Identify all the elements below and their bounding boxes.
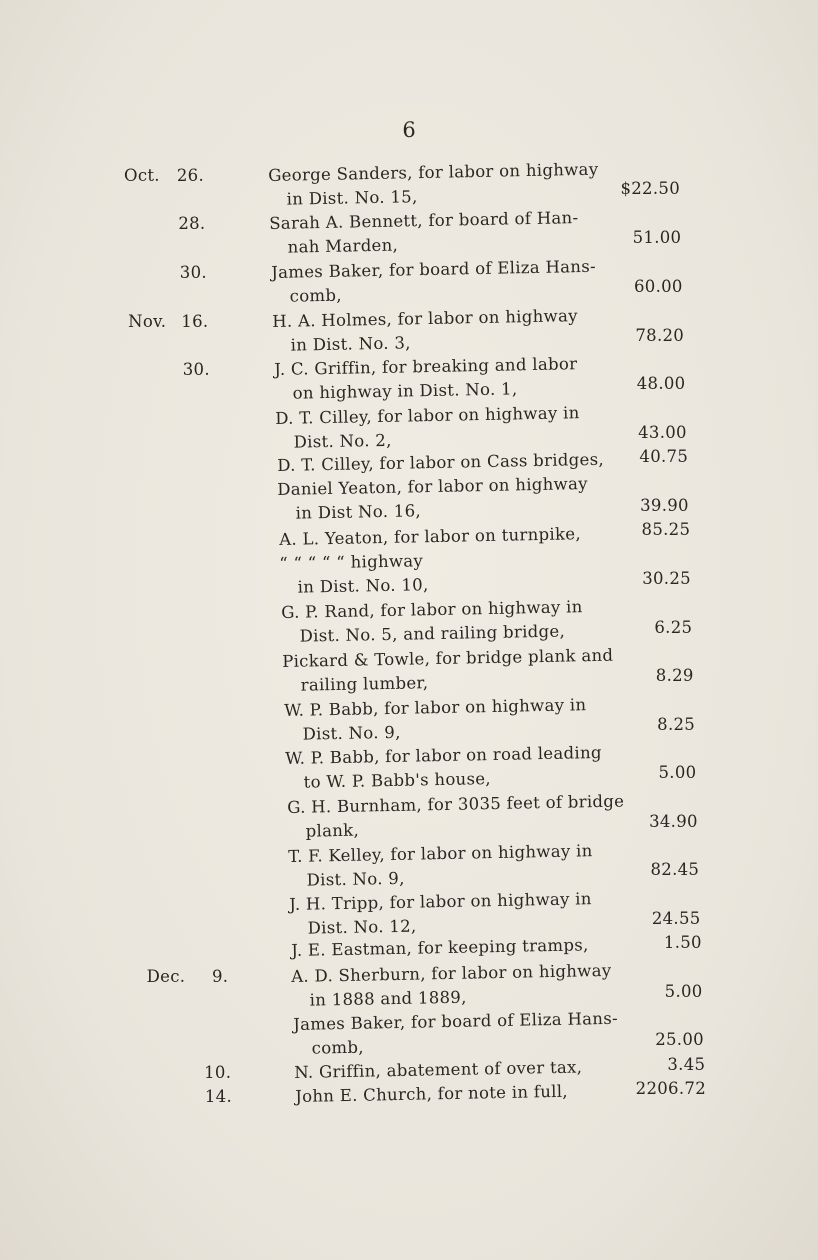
description-line: plank,: [305, 820, 359, 841]
entry-description: [284, 693, 587, 747]
entry-description: [279, 522, 581, 552]
entry-day: 14.: [204, 1087, 232, 1106]
entry-description: [269, 206, 579, 260]
entry-description: [277, 472, 588, 526]
description-line: comb,: [311, 1037, 364, 1058]
description-line: John E. Church, for note in full,: [295, 1081, 569, 1106]
entry-description: [288, 839, 593, 893]
entry-day: 26.: [176, 166, 204, 185]
entry-description: [279, 549, 429, 600]
entry-amount: 2206.72: [635, 1079, 706, 1098]
description-line: Sarah A. Bennett, for board of Han-: [269, 208, 579, 233]
description-line: D. T. Cilley, for labor on highway in: [275, 403, 580, 428]
entry-description: [272, 304, 578, 358]
description-line: A. D. Sherburn, for labor on highway: [291, 960, 613, 986]
entry-amount: $22.50: [620, 179, 680, 198]
entry-description: [293, 1007, 619, 1061]
entry-day: 30.: [182, 360, 210, 379]
description-line: in Dist No. 16,: [295, 501, 422, 523]
description-line: G. P. Rand, for labor on highway in: [280, 597, 583, 622]
entry-description: [271, 255, 597, 309]
entry-description: [287, 790, 625, 844]
description-line: W. P. Babb, for labor on highway in: [283, 695, 587, 720]
entry-amount: 39.90: [640, 496, 689, 515]
entry-description: [289, 887, 592, 941]
entry-description: [285, 741, 602, 795]
description-line: D. T. Cilley, for labor on Cass bridges,: [276, 449, 604, 475]
description-line: in Dist. No. 10,: [297, 575, 430, 597]
entry-amount: 3.45: [667, 1055, 706, 1074]
description-line: Dist. No. 5, and railing bridge,: [299, 621, 565, 646]
entry-amount: 85.25: [641, 520, 691, 539]
description-line: James Baker, for board of Eliza Hans-: [292, 1008, 618, 1034]
entry-amount: 8.29: [655, 666, 694, 685]
entry-amount: 34.90: [649, 812, 698, 831]
entry-description: [275, 401, 580, 455]
entry-day: 16.: [181, 312, 209, 331]
entry-amount: 82.45: [650, 860, 700, 879]
entry-amount: 78.20: [635, 326, 685, 345]
description-line: Dist. No. 2,: [293, 430, 392, 452]
description-line: J. C. Griffin, for breaking and labor: [273, 354, 578, 379]
entry-amount: 48.00: [636, 374, 686, 393]
entry-day: 9.: [212, 967, 229, 986]
entry-amount: 60.00: [633, 277, 683, 296]
entry-amount: 30.25: [642, 569, 691, 588]
description-line: Dist. No. 12,: [307, 916, 418, 938]
description-line: Dist. No. 9,: [306, 868, 405, 890]
entry-amount: 1.50: [663, 933, 702, 952]
description-line: in 1888 and 1889,: [309, 987, 468, 1010]
entry-amount: 40.75: [639, 447, 689, 466]
entry-description: [295, 1080, 568, 1109]
page-number: 6: [402, 118, 416, 142]
entry-amount: 6.25: [654, 618, 693, 637]
entry-description: [268, 158, 599, 212]
description-line: nah Marden,: [287, 235, 399, 257]
description-line: Dist. No. 9,: [302, 722, 401, 744]
description-line: railing lumber,: [300, 673, 429, 695]
description-line: comb,: [289, 285, 342, 306]
entry-description: [281, 595, 583, 649]
description-line: G. H. Burnham, for 3035 feet of bridge: [286, 791, 624, 817]
description-line: “ “ “ “ “ highway: [279, 551, 424, 573]
description-line: on highway in Dist. No. 1,: [292, 379, 518, 403]
description-line: N. Griffin, abatement of over tax,: [294, 1057, 583, 1082]
entry-month: Dec.: [146, 967, 186, 986]
description-line: in Dist. No. 3,: [290, 333, 412, 355]
entry-amount: 5.00: [658, 763, 697, 782]
description-line: T. F. Kelley, for labor on highway in: [287, 841, 593, 866]
entry-description: [282, 644, 614, 698]
entry-month: Nov.: [128, 312, 167, 331]
entry-amount: 5.00: [664, 982, 703, 1001]
description-line: A. L. Yeaton, for labor on turnpike,: [278, 524, 581, 549]
entry-day: 10.: [204, 1063, 232, 1082]
entry-amount: 43.00: [638, 423, 687, 442]
description-line: W. P. Babb, for labor on road leading: [285, 742, 603, 768]
description-line: Pickard & Towle, for bridge plank and: [282, 645, 614, 671]
entry-amount: 24.55: [651, 909, 701, 928]
entry-description: [291, 933, 589, 963]
entry-amount: 51.00: [632, 228, 682, 247]
description-line: Daniel Yeaton, for labor on highway: [277, 474, 589, 499]
entry-day: 28.: [178, 214, 206, 233]
description-line: J. H. Tripp, for labor on highway in: [289, 889, 593, 914]
description-line: in Dist. No. 15,: [286, 187, 418, 209]
entry-description: [291, 959, 612, 1013]
entry-description: [274, 352, 578, 406]
entry-amount: 25.00: [655, 1030, 704, 1049]
description-line: to W. P. Babb's house,: [303, 769, 492, 792]
entry-month: Oct.: [124, 166, 160, 185]
description-line: George Sanders, for labor on highway: [268, 159, 599, 185]
description-line: J. E. Eastman, for keeping tramps,: [290, 935, 589, 960]
entry-day: 30.: [179, 263, 207, 282]
description-line: H. A. Holmes, for labor on highway: [272, 306, 579, 331]
entry-amount: 8.25: [657, 715, 696, 734]
description-line: James Baker, for board of Eliza Hans-: [270, 256, 596, 282]
